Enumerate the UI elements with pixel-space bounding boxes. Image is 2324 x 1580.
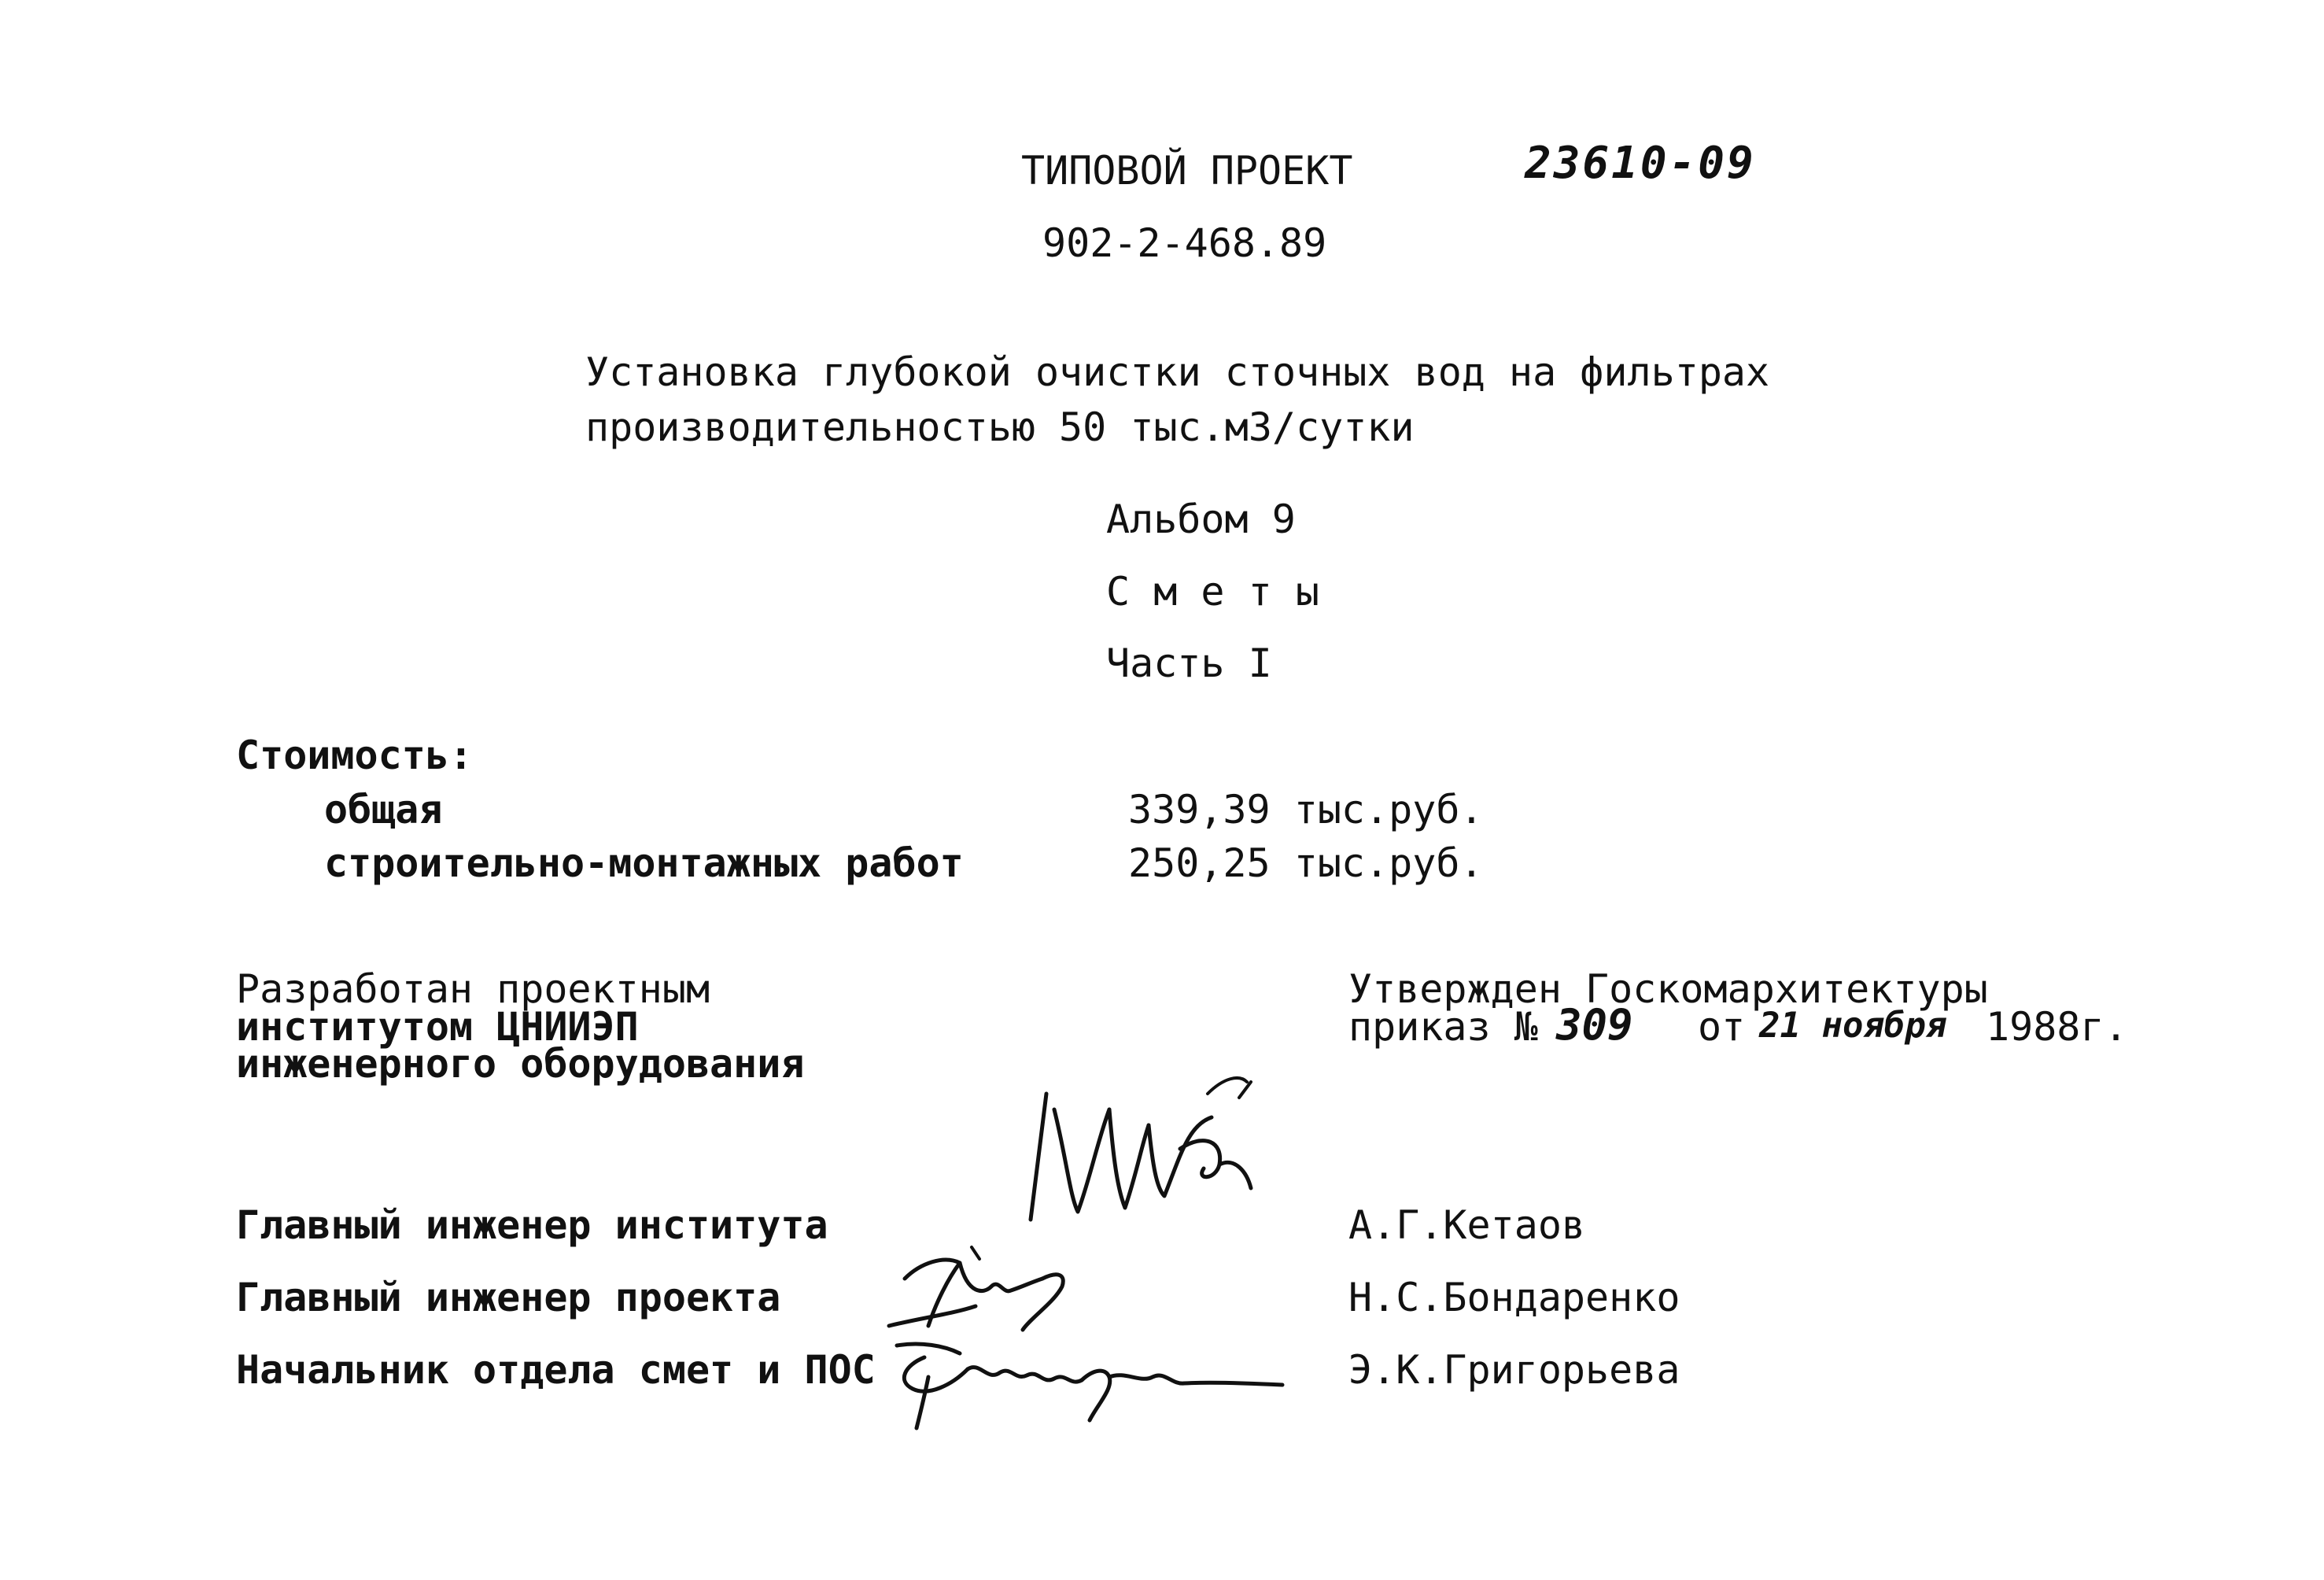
approval-year: 1988г. [1986, 1004, 2128, 1050]
approval-line-1: Утвержден Госкомархитектуры [1348, 966, 1988, 1012]
cost-construction-label: строительно-монтажных работ [324, 840, 964, 886]
cost-total-label: общая [324, 787, 443, 832]
signature-3 [881, 1322, 1290, 1432]
part-label: Часть I [1106, 640, 1272, 686]
inventory-number: 23610-09 [1525, 138, 1756, 189]
project-code: 902-2-468.89 [1042, 220, 1327, 266]
developer-line-2: институтом ЦНИИЭП [236, 1004, 639, 1050]
section-label: С м е т ы [1106, 569, 1319, 615]
cost-construction-value: 250,25 тыс.руб. [1128, 840, 1484, 886]
developer-line-1: Разработан проектным [236, 966, 710, 1012]
title-line-1: Установка глубокой очистки сточных вод на фильтрах [585, 349, 1770, 395]
typical-project-label: ТИПОВОЙ ПРОЕКТ [1021, 148, 1353, 194]
signatory-1-position: Главный инженер института [236, 1202, 828, 1248]
approval-order-number: 309 [1556, 1000, 1633, 1050]
signatory-1-name: А.Г.Кетаов [1348, 1202, 1586, 1248]
signatory-2-position: Главный инженер проекта [236, 1275, 781, 1320]
developer-line-3: инженерного оборудования [236, 1041, 805, 1087]
approval-date: 21 ноября [1759, 1006, 1947, 1046]
cost-total-value: 339,39 тыс.руб. [1128, 787, 1484, 832]
cost-heading: Стоимость: [236, 733, 474, 778]
approval-order-prefix: приказ № [1348, 1004, 1538, 1050]
signatory-2-name: Н.С.Бондаренко [1348, 1275, 1680, 1320]
approval-date-prefix: от [1698, 1004, 1746, 1050]
album-label: Альбом 9 [1106, 497, 1296, 542]
signature-1 [1023, 1062, 1275, 1243]
title-line-2: производительностью 50 тыс.м3/сутки [585, 404, 1415, 450]
signatory-3-name: Э.К.Григорьева [1348, 1347, 1680, 1393]
signatory-3-position: Начальник отдела смет и ПОС [236, 1347, 876, 1393]
